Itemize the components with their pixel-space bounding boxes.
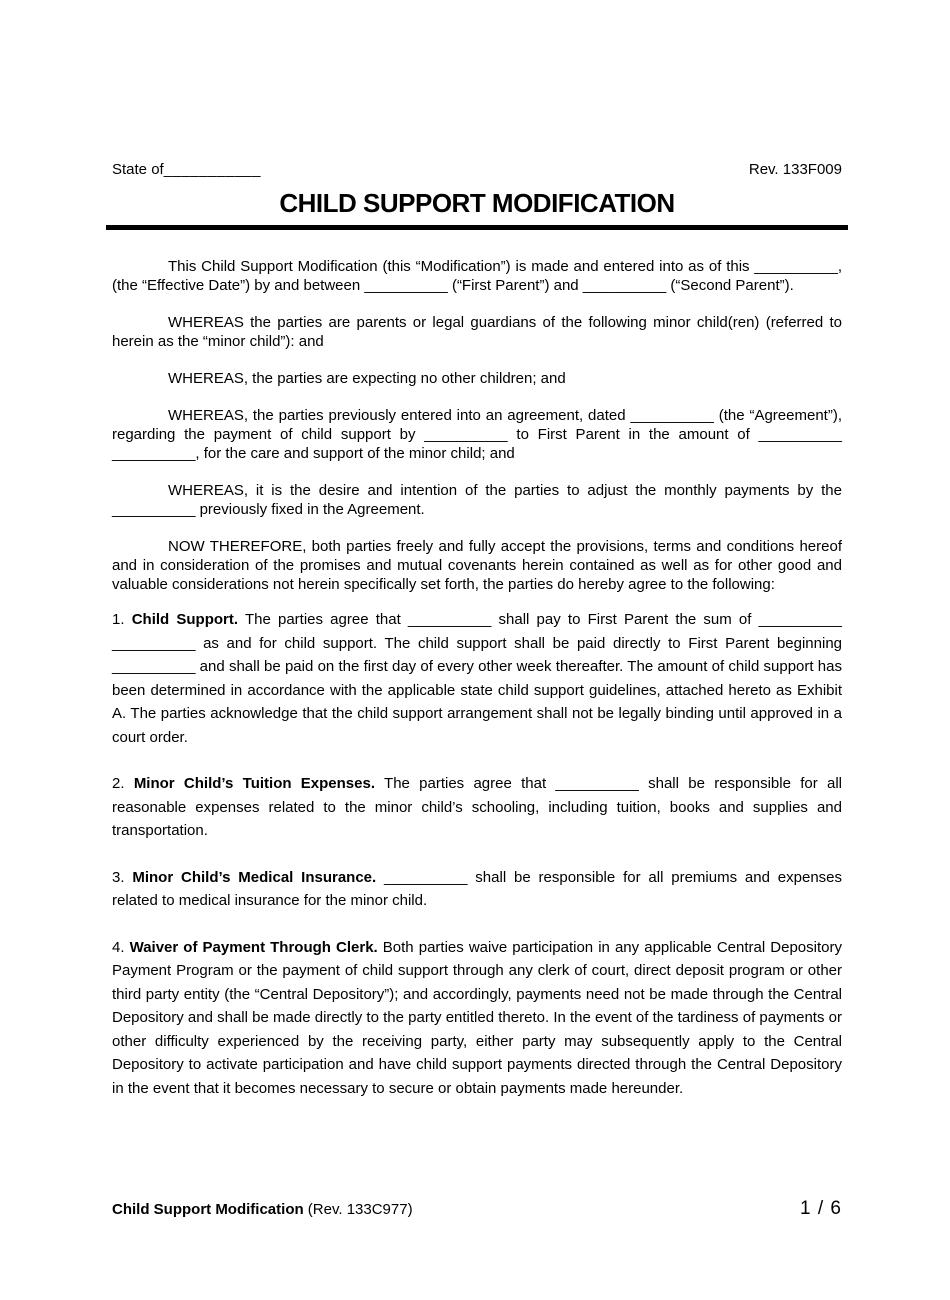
whereas-paragraph-4: WHEREAS, it is the desire and intention of the parties to adjust the monthly payments by the __________ previously fixed in the Agreement. [112, 482, 842, 518]
section-paragraph-2 [112, 772, 842, 843]
whereas-paragraph-1: WHEREAS the parties are parents or legal guardians of the following minor child(ren) (referred to herein as the “minor child”): and [112, 314, 842, 350]
section-heading: Child Support. [131, 611, 239, 628]
page-number-indicator: 1 / 6 [800, 1198, 842, 1219]
section-body: The parties agree that __________ shall be responsible for all reasonable expenses related to the minor child’s schooling, including tuition, books and supplies and transportation. [112, 775, 842, 839]
title-divider [106, 225, 848, 230]
whereas-paragraph-2: WHEREAS, the parties are expecting no other children; and [168, 370, 566, 387]
now-therefore-paragraph: NOW THEREFORE, both parties freely and fully accept the provisions, terms and conditions hereof and in consideration of the promises and mutual covenants herein contained as well as for other good and valuable considerations not herein specifically set forth, the parties do hereby agree to the following: [112, 538, 842, 593]
section-heading: Minor Child’s Medical Insurance. [132, 868, 377, 886]
footer-title-bold: Child Support Modification [112, 1201, 304, 1218]
page-title: CHILD SUPPORT MODIFICATION [279, 188, 675, 218]
revision-number: Rev. 133F009 [748, 161, 842, 178]
footer-revision: (Rev. 133C977) [303, 1201, 413, 1218]
state-of-label: State of [112, 161, 164, 178]
section-paragraph-3 [112, 866, 842, 913]
section-body: The parties agree that __________ shall pay to First Parent the sum of __________ __________ as and for child support. The child support shall be paid directly to First Parent beginning __________ and shall be paid on the first day of every other week thereafter. The amount of child support has been determined in accordance with the applicable state child support guidelines, attached hereto as Exhibit A. The parties acknowledge that the child support arrangement shall not be legally binding until approved in a court order. [112, 611, 842, 746]
footer-document-title [112, 1201, 413, 1218]
section-number: 1. [112, 611, 125, 628]
section-number: 4. [112, 938, 125, 956]
section-paragraph-1 [112, 608, 842, 749]
page-footer [112, 1198, 842, 1220]
whereas-paragraph-3: WHEREAS, the parties previously entered into an agreement, dated __________ (the “Agreement”), regarding the payment of child support by __________ to First Parent in the amount of __________ __________, for the care and support of the minor child; and [112, 407, 842, 462]
state-of-field [112, 160, 261, 179]
section-heading: Waiver of Payment Through Clerk. [129, 938, 378, 956]
intro-paragraph: This Child Support Modification (this “Modification”) is made and entered into as of this __________, (the “Effective Date”) by and between __________ (“First Parent”) and __________ (“Second Parent”). [112, 258, 842, 294]
section-number: 3. [112, 868, 125, 886]
section-number: 2. [112, 775, 125, 792]
section-paragraph-4 [112, 936, 842, 1101]
page-header [112, 160, 842, 179]
section-heading: Minor Child’s Tuition Expenses. [133, 775, 376, 792]
section-body: Both parties waive participation in any applicable Central Depository Payment Program or the payment of child support through any clerk of court, direct deposit program or other third party entity (the “Central Depository”); and accordingly, payments need not be made through the Central Depository and shall be made directly to the party entitled thereto. In the event of the tardiness of payments or other difficulty experienced by the receiving party, either party may subsequently apply to the Central Depository to activate participation and have child support payments directed through the Central Depository in the event that it becomes necessary to secure or obtain payments made hereunder. [112, 938, 842, 1097]
state-of-blank: ___________ [163, 161, 261, 178]
section-body: __________ shall be responsible for all premiums and expenses related to medical insurance for the minor child. [112, 868, 843, 909]
